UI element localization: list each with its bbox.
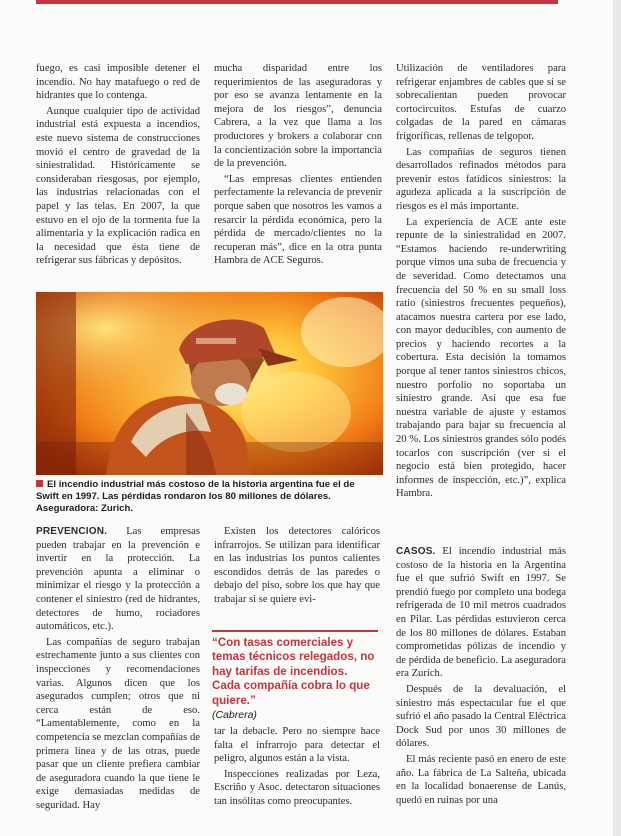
paragraph [396, 545, 566, 681]
page-edge [613, 0, 621, 836]
pull-quote-text: “Con tasas comerciales y temas técnicos relegados, no hay tarifas de incendios. Cada compañía cobra lo que quiere.” [212, 636, 375, 707]
paragraph [36, 525, 200, 634]
paragraph: La experiencia de ACE ante este repunte de la siniestralidad en 2007. “Estamos haciendo re-underwriting porque vimos una suba de frecuencia y de severidad. Como detectamos una frecuencia del 50 % en su small loss ratio (siniestros frecuentes pequeños), atacamos nuestra cartera por ese lado, con mayor deducibles, con aumento de precios y haciendo recortes a la cobertura. Esta decisión la tomamos porque al tener tantos siniestros chicos, nuestro porfolio no soportaba un siniestro grande. Así que esa fue nuestra variable de ajuste y estamos trabajando para bajar su frecuencia al 20 %. Los siniestros grandes sólo podés tocarlos con suscripción (ver si el negocio está bien protegido, hacer informes de inspección, etc.)”, explica Hambra. [396, 216, 566, 500]
caption-bullet-square [36, 480, 43, 487]
paragraph: Inspecciones realizadas por Leza, Escriño y Asoc. detectaron situaciones tan insólitas como preocupantes. [214, 768, 380, 807]
paragraph: fuego, es casi imposible detener el incendio. No hay matafuego o red de hidrantes que lo contenga. [36, 63, 200, 102]
paragraph: “Las empresas clientes entienden perfectamente la relevancia de prevenir porque saben que nosotros les vamos a resarcir la pérdida económica, pero la pérdida de mercado/clientes no la recuperan más”, dice en la otra punta Hambra de ACE Seguros. [214, 173, 382, 267]
top-accent-line [36, 0, 558, 4]
fire-photo [36, 292, 383, 475]
paragraph: mucha disparidad entre los requerimientos de las aseguradoras y por eso se avanza lentamente en la mejora de los riesgos”, denuncia Cabrera, a la vez que llama a los productores y brokers a colaborar con la concientización sobre la importancia de la prevención. [214, 63, 382, 170]
paragraph: Las compañías de seguro trabajan estrechamente junto a sus clientes con inspecciones y recomendaciones varias. Algunos dicen que los asegurados cumplen; otros que ni cerca están de eso. “Lamentablemente, como en la competencia se mezclan compañías de primera línea y de las otras, puede pasar que un cliente prefiera cambiar de aseguradora cuando la que tiene le exige demasiadas medidas de seguridad. Hay [36, 636, 200, 811]
caption-text: El incendio industrial más costoso de la historia argentina fue el de Swift en 1997. Las pérdidas rondaron los 80 millones de dólares. Aseguradora: Zurich. [36, 479, 355, 515]
paragraph-text: Las empresas pueden trabajar en la prevención e invertir en la protección. La prevención apunta a eliminar o minimizar el riesgo y la protección a contener el siniestro (red de hidrantes, detectores de humo, rociadores automáticos, etc.). [36, 526, 200, 633]
section-lead-casos: CASOS. [396, 546, 436, 557]
paragraph: El más reciente pasó en enero de este año. La fábrica de La Salteña, ubicada en la localidad bonaerense de Lanús, quedó en ruinas por una [396, 753, 566, 806]
article-column-1 [36, 62, 200, 270]
pull-quote [212, 630, 378, 722]
photo-caption [36, 479, 380, 516]
paragraph: Utilización de ventiladores para refrigerar enjambres de cables que si se sobrecalientan pueden provocar cortocircuitos. Estufas de cuarzo colgadas de la pared en cámaras frigoríficas, rellenas de telgopor. [396, 63, 566, 142]
paragraph-text: El incendio industrial más costoso de la historia en la Argentina fue el que sufrió Swift en 1997. Se prendió fuego por completo una bodega refrigerada de 10 mil metros cuadrados en Pilar. Las pérdidas estuvieron cerca de los 80 millones de dólares. Estaban comprometidas pólizas de incendio y de pérdida de beneficio. La aseguradora era Zurich. [396, 546, 566, 680]
firefighter-image [36, 292, 383, 475]
section-lead-prevencion: PREVENCION. [36, 526, 108, 537]
article-column-5-continued [214, 725, 380, 811]
paragraph: Existen los detectores calóricos infrarrojos. Se utilizan para identificar en las industrias los puntos calientes escondidos detrás de las paredes o debajo del piso, sobre los que hay que trabajar si se quiere evi- [214, 526, 380, 605]
paragraph: Después de la devaluación, el siniestro más espectacular fue el que sufrió el año pasado la Central Eléctrica Dock Sud por unos 30 millones de dólares. [396, 683, 566, 750]
article-column-2 [214, 62, 382, 270]
article-column-6 [396, 545, 566, 809]
paragraph: tar la debacle. Pero no siempre hace falta el infrarrojo para detectar el peligro, algunos están a la vista. [214, 726, 380, 765]
article-column-3 [396, 62, 566, 503]
paragraph: Las compañías de seguros tienen desarrollados refinados métodos para prevenir estos fatídicos siniestros: la agudeza aplicada a la suscripción de riesgos es el más importante. [396, 146, 566, 212]
article-column-4 [36, 525, 200, 814]
paragraph: Aunque cualquier tipo de actividad industrial está expuesta a incendios, este nuevo sistema de construcciones movió el centro de gravedad de la siniestralidad. Históricamente se consideraban riesgosas, por ejemplo, las industrias relacionadas con el papel y las telas. En 2007, la que estuvo en el ojo de la tormenta fue la alimentaria y la explicación radica en la necesidad que ésta tiene de refrigerar sus fábricas y depósitos. [36, 105, 200, 267]
article-column-5 [214, 525, 380, 609]
pull-quote-author: (Cabrera) [212, 709, 257, 722]
